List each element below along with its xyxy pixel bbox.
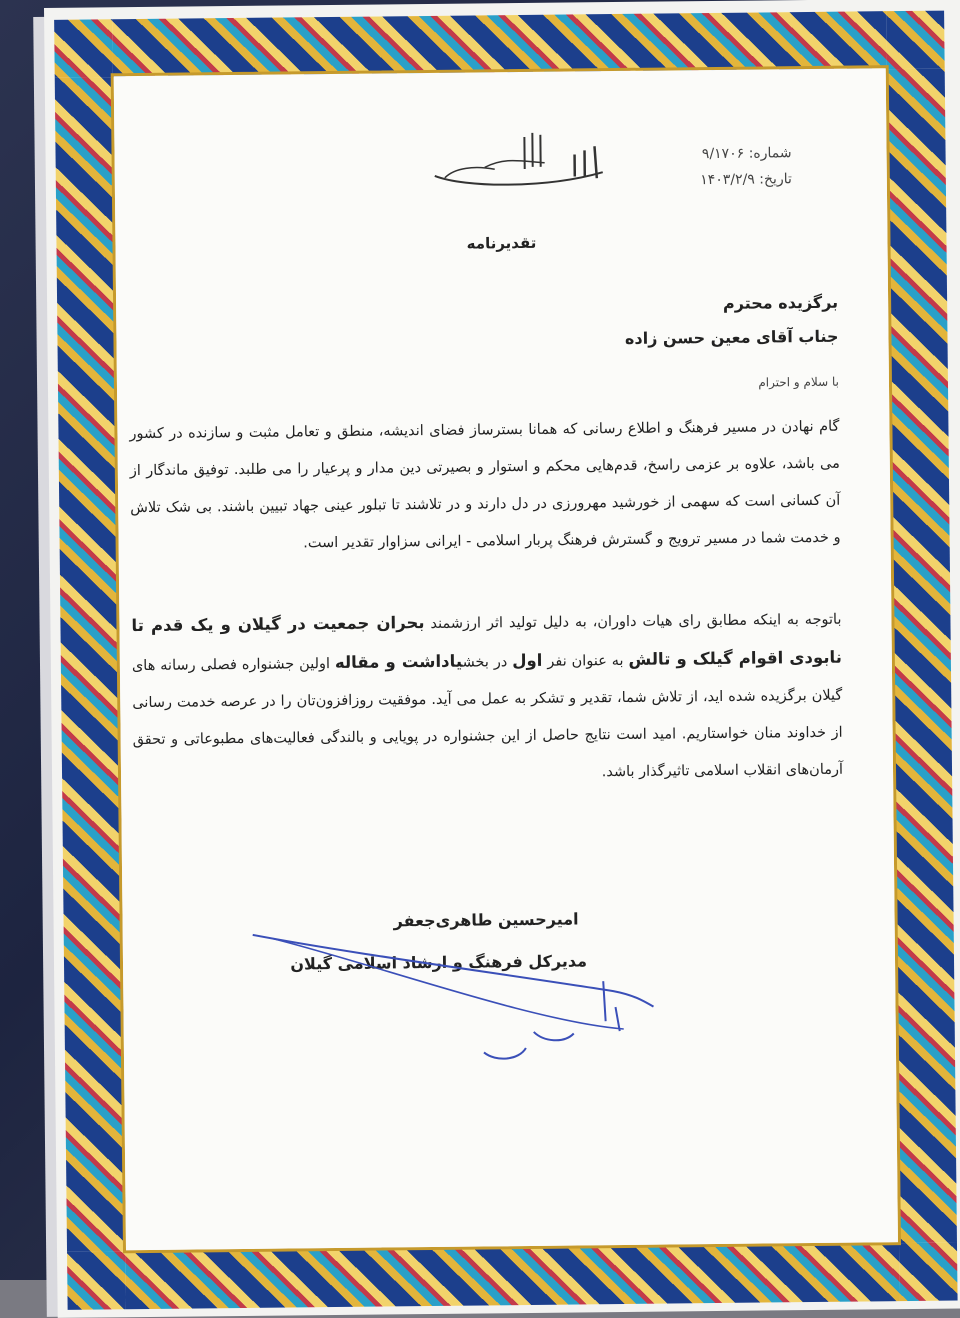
addressee-line-1: برگزیده محترم	[722, 292, 839, 313]
paragraph-2-text-a: باتوجه به اینکه مطابق رای هیات داوران، به دلیل تولید اثر ارزشمند	[424, 611, 842, 633]
paragraph-2-text-c: در بخش	[462, 654, 513, 671]
addressee-line-2: جناب آقای معین حسن زاده	[624, 326, 839, 348]
paragraph-2	[131, 600, 843, 796]
work-title: بحران جمعیت در گیلان و یک قدم تا نابودی اقوام گیلک و تالش	[131, 613, 842, 669]
letter-body	[114, 68, 898, 1250]
letter-title: تقدیرنامه	[466, 233, 537, 253]
section-name: یاداشت و مقاله	[334, 651, 463, 672]
letter-date: تاریخ: ۱۴۰۳/۲/۹	[700, 171, 792, 189]
paragraph-1: گام نهادن در مسیر فرهنگ و اطلاع رسانی که همانا بسترساز فضای اندیشه، منطق و تعامل مثبت و سازنده در کشور می باشد، علاوه بر عزمی راسخ، قدم‌هایی محکم و استوار و بصیرتی دین مدار و پرعیار را می طلبد. توفیق ماندگار از آن کسانی است که سهمی از خورشید مهرورزی در دل دارند و در تلاشند تا تبلور عینی جهاد تبیین باشند. بی شک تلاش و خدمت شما در مسیر ترویج و گسترش فرهنگ پربار اسلامی - ایرانی سزاوار تقدیر است.	[129, 418, 841, 552]
letter-number: شماره: ۹/۱۷۰۶	[701, 145, 792, 163]
bismillah-calligraphy-icon	[424, 116, 615, 198]
rank: اول	[512, 650, 543, 671]
paragraph-2-text-d: اولین جشنواره فصلی رسانه های گیلان برگزیده شده اید، از تلاش شما، تقدیر و تشکر به عمل می آید. موفقیت روزافزون‌تان را در عرصه خدمت رسانی از خداوند منان خواستاریم. امید است نتایج حاصل از این جشنواره در پویایی و بالندگی فعالیت‌های مطبوعاتی و تحقق آرمان‌های انقلاب اسلامی تاثیرگذار باشد.	[131, 655, 844, 781]
paragraph-2-text-b: به عنوان نفر	[542, 652, 629, 670]
greeting: با سلام و احترام	[758, 374, 840, 390]
certificate-sheet	[44, 0, 960, 1318]
signer-name: امیرحسین طاهری‌جعفر	[393, 909, 579, 931]
signer-title: مدیرکل فرهنگ و ارشاد اسلامی گیلان	[290, 951, 588, 974]
handwritten-signature	[233, 911, 665, 1075]
